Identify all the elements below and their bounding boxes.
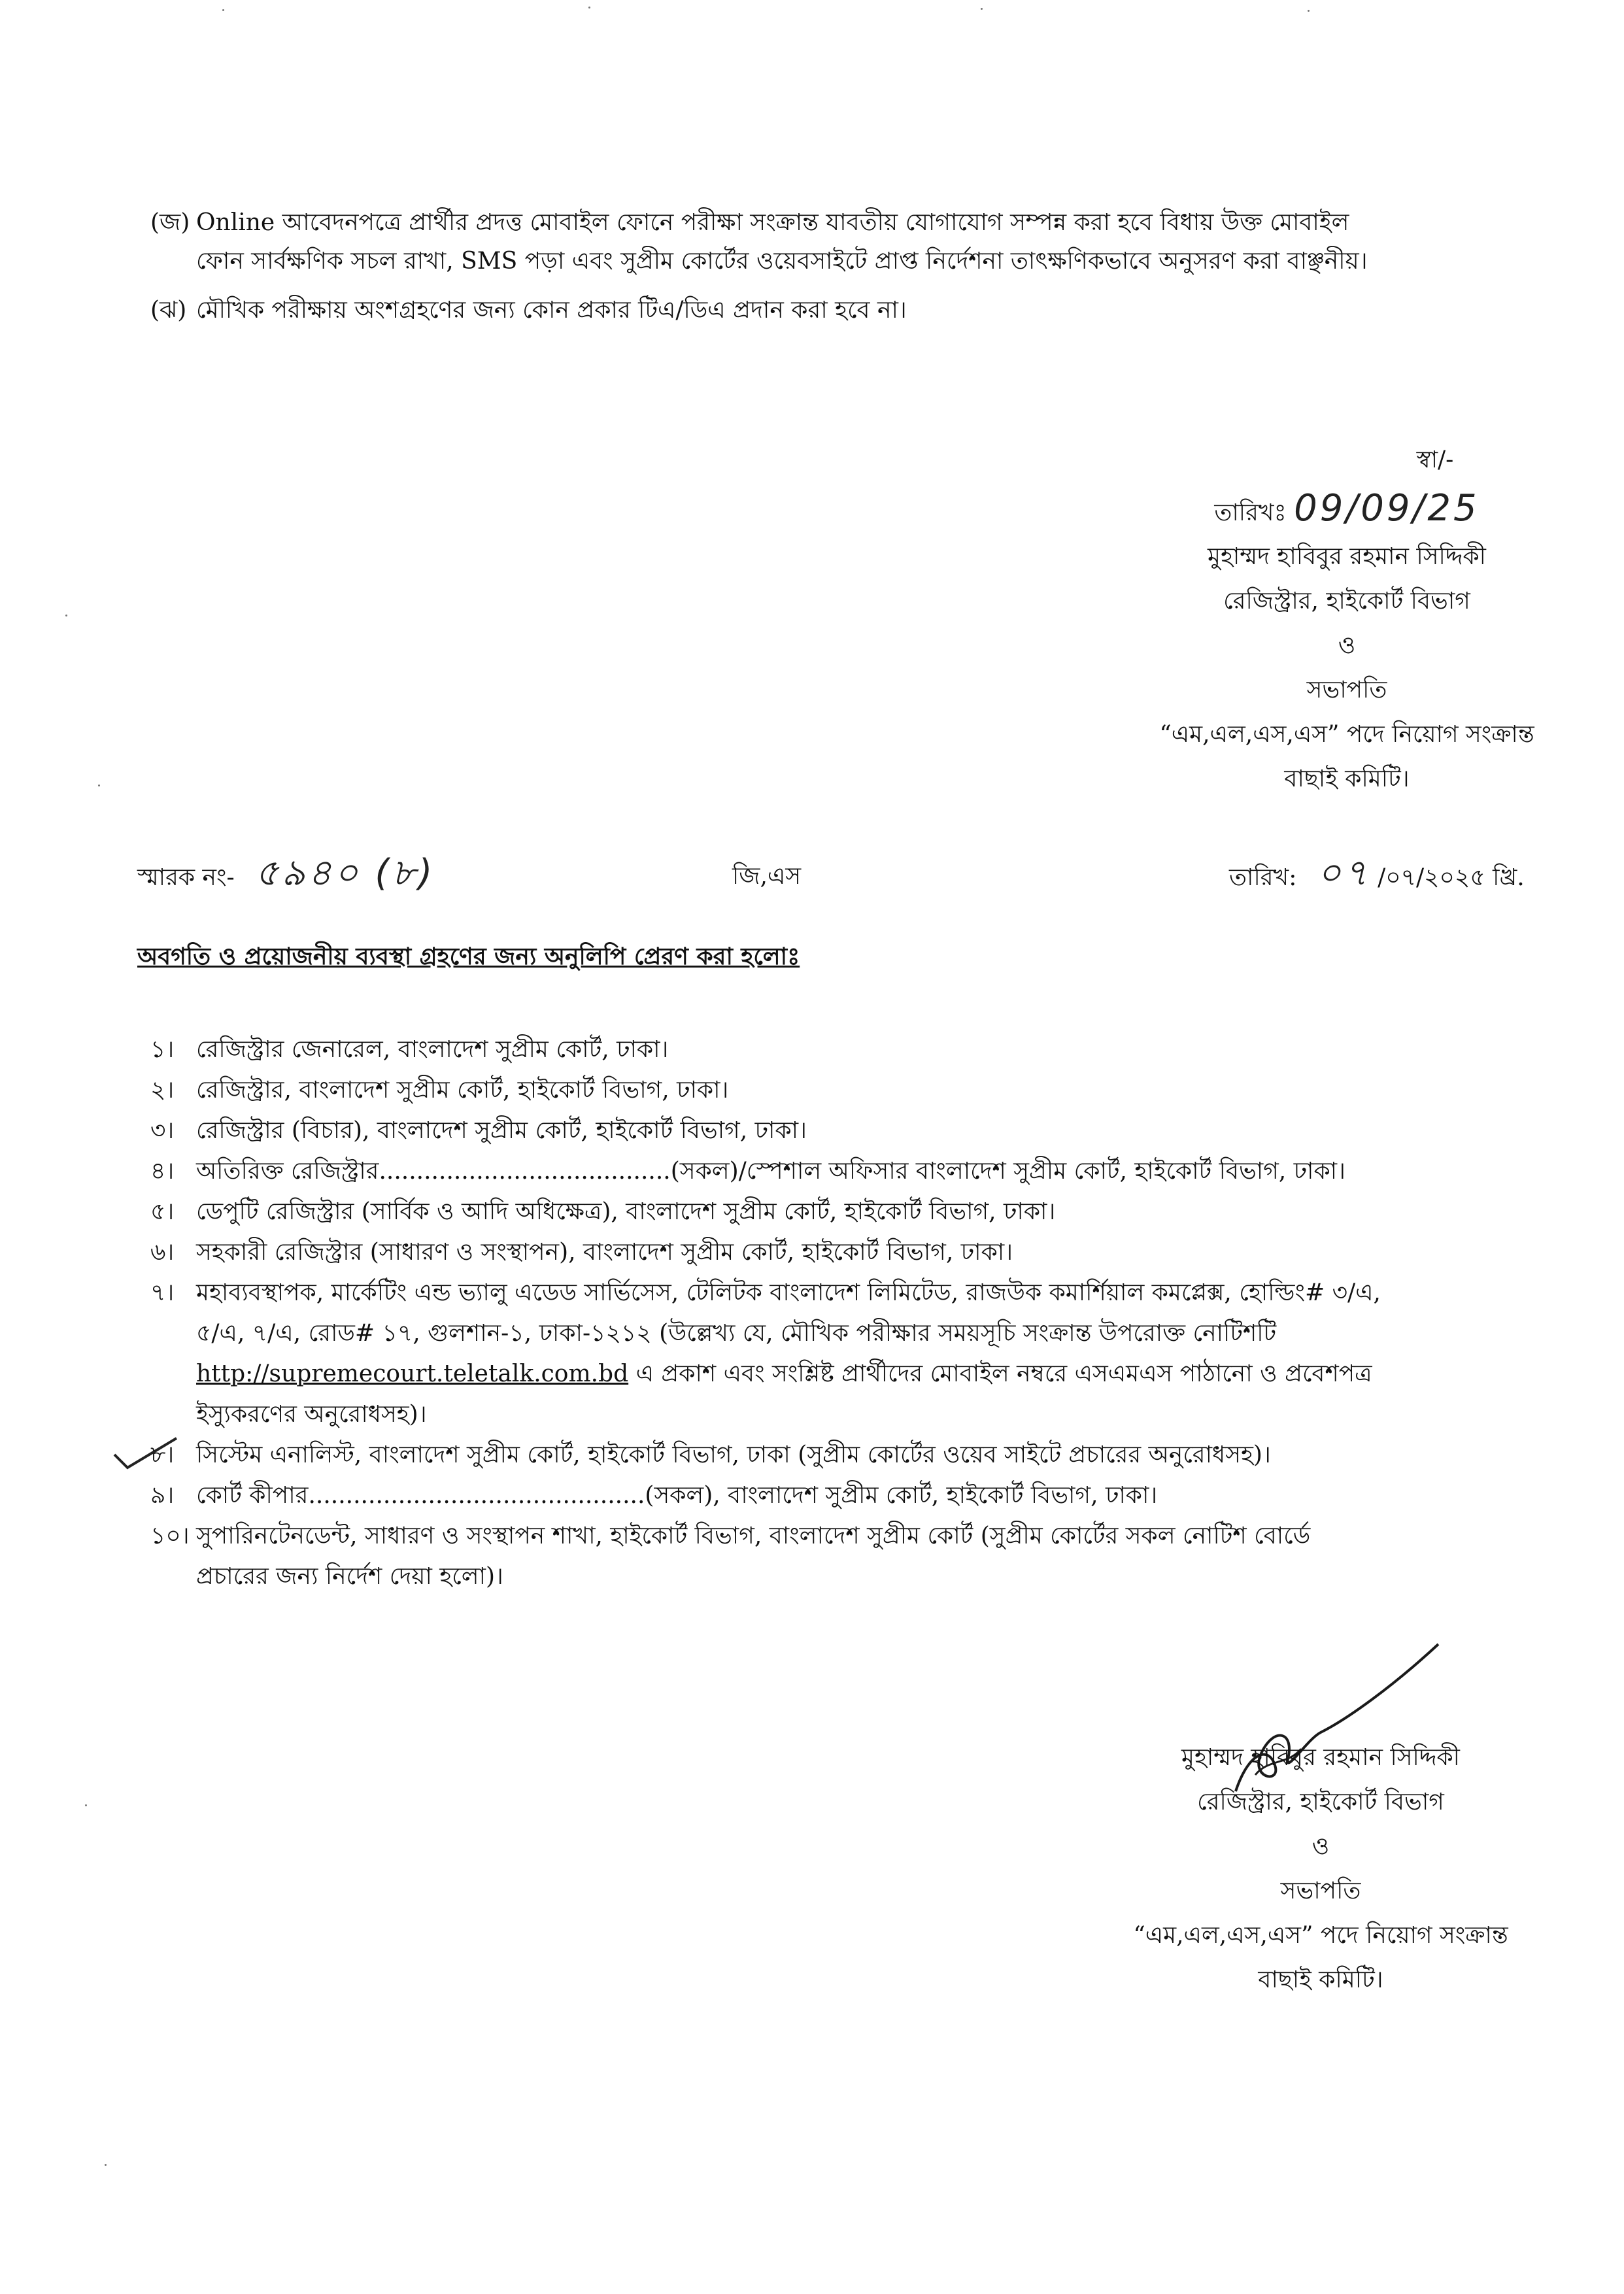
signature-block-1	[1118, 438, 1576, 801]
list-item	[150, 1070, 1589, 1111]
item-number: ১০।	[150, 1523, 190, 1549]
item-line: সুপারিনটেনডেন্ট, সাধারণ ও সংস্থাপন শাখা, হাইকোর্ট বিভাগ, বাংলাদেশ সুপ্রীম কোর্ট (সুপ্রীম কোর্টের সকল নোটিশ বোর্ডে	[196, 1523, 1311, 1549]
item-line: প্রচারের জন্য নির্দেশ দেয়া হলো)।	[196, 1563, 503, 1590]
item-text: ডেপুটি রেজিস্ট্রার (সার্বিক ও আদি অধিক্ষেত্র), বাংলাদেশ সুপ্রীম কোর্ট, হাইকোর্ট বিভাগ, ঢাকা।	[196, 1198, 1056, 1225]
scan-dot	[105, 2164, 107, 2166]
list-item	[150, 1030, 1589, 1070]
committee-line: “এম,এল,এস,এস” পদে নিয়োগ সংক্রান্ত	[1133, 1922, 1508, 1949]
paragraph-jh	[150, 295, 1576, 326]
item-text: কোর্ট কীপার.............................................(সকল), বাংলাদেশ সুপ্রীম কোর্ট, হাইকোর্ট বিভাগ, ঢাকা।	[196, 1482, 1158, 1509]
committee-line: বাছাই কমিটি।	[1258, 1966, 1383, 1993]
signatory-role: সভাপতি	[1280, 1878, 1361, 1904]
scan-dot	[85, 1804, 87, 1806]
committee-line: “এম,এল,এস,এস” পদে নিয়োগ সংক্রান্ত	[1159, 721, 1534, 748]
item-number: ৩।	[150, 1117, 175, 1144]
handwritten-date-day: ০৭	[1317, 852, 1370, 894]
conjunction: ও	[1338, 632, 1356, 659]
item-number: ৫।	[150, 1198, 175, 1225]
paragraph-label: (জ)	[150, 209, 190, 236]
signatory-title: রেজিস্ট্রার, হাইকোর্ট বিভাগ	[1223, 588, 1470, 615]
item-number: ৯।	[150, 1482, 175, 1509]
memo-label: স্মারক নং-	[137, 864, 235, 891]
signature-date	[1118, 482, 1576, 535]
paragraph-j	[150, 208, 1576, 277]
list-item	[150, 1111, 1589, 1151]
item-text: রেজিস্ট্রার, বাংলাদেশ সুপ্রীম কোর্ট, হাইকোর্ট বিভাগ, ঢাকা।	[196, 1077, 729, 1104]
signatory-name: মুহাম্মদ হাবিবুর রহমান সিদ্দিকী	[1208, 543, 1486, 570]
list-item	[150, 1476, 1589, 1516]
handwritten-memo-number: ৫৯৪০ (৮)	[255, 852, 435, 894]
paragraph-line: Online আবেদনপত্রে প্রার্থীর প্রদত্ত মোবাইল ফোনে পরীক্ষা সংক্রান্ত যাবতীয় যোগাযোগ সম্পন্ন করা হবে বিধায় উক্ত মোবাইল	[196, 209, 1349, 236]
paragraph-line: মৌখিক পরীক্ষায় অংশগ্রহণের জন্য কোন প্রকার টিএ/ডিএ প্রদান করা হবে না।	[196, 297, 907, 324]
date-label: তারিখ:	[1229, 864, 1297, 891]
list-item	[150, 1435, 1589, 1476]
list-item	[150, 1516, 1589, 1597]
item-text	[196, 1516, 1589, 1597]
recipient-list	[150, 1030, 1589, 1597]
date-rest: /০৭/২০২৫ খ্রি.	[1378, 864, 1525, 891]
item-number: ১।	[150, 1036, 175, 1063]
distribution-subject: অবগতি ও প্রয়োজনীয় ব্যবস্থা গ্রহণের জন্য অনুলিপি প্রেরণ করা হলোঃ	[137, 943, 800, 970]
item-text	[196, 1273, 1589, 1435]
scan-dot	[1308, 10, 1310, 12]
signatory-name: মুহাম্মদ হাবিবুর রহমান সিদ্দিকী	[1181, 1744, 1460, 1771]
signatory-title: রেজিস্ট্রার, হাইকোর্ট বিভাগ	[1197, 1789, 1444, 1815]
committee-line: বাছাই কমিটি।	[1284, 766, 1410, 792]
item-text: অতিরিক্ত রেজিস্ট্রার.......................................(সকল)/স্পেশাল অফিসার বাংলাদেশ সুপ্রীম কোর্ট, হাইকোর্ট বিভাগ, ঢাকা।	[196, 1158, 1345, 1185]
check-mark-icon	[111, 1435, 183, 1474]
list-item	[150, 1192, 1589, 1232]
item-number: ৪।	[150, 1158, 175, 1185]
item-line-rest: এ প্রকাশ এবং সংশ্লিষ্ট প্রার্থীদের মোবাইল নম্বরে এসএমএস পাঠানো ও প্রবেশপত্র	[628, 1360, 1372, 1387]
scan-dot	[588, 7, 590, 8]
memo-section: জি,এস	[732, 863, 802, 890]
signed-mark: স্বা/-	[1416, 447, 1454, 473]
paragraph-label: (ঝ)	[150, 297, 187, 324]
scan-dot	[98, 784, 100, 786]
conjunction: ও	[1311, 1833, 1330, 1860]
list-item	[150, 1151, 1589, 1192]
item-text: রেজিস্ট্রার জেনারেল, বাংলাদেশ সুপ্রীম কোর্ট, ঢাকা।	[196, 1036, 669, 1063]
date-label: তারিখঃ	[1214, 499, 1287, 526]
scan-dot	[222, 9, 224, 11]
item-line: ৫/এ, ৭/এ, রোড# ১৭, গুলশান-১, ঢাকা-১২১২ (উল্লেখ্য যে, মৌখিক পরীক্ষার সময়সূচি সংক্রান্ত উপরোক্ত নোটিশটি	[196, 1320, 1277, 1347]
item-number: ৭।	[150, 1279, 175, 1306]
memo-date	[1229, 850, 1525, 898]
signature-block-2	[1092, 1736, 1549, 2002]
signatory-role: সভাপতি	[1306, 677, 1387, 703]
item-number: ২।	[150, 1077, 175, 1104]
item-line: ইস্যুকরণের অনুরোধসহ)।	[196, 1401, 427, 1428]
handwritten-date: 09/09/25	[1294, 487, 1480, 530]
list-item	[150, 1232, 1589, 1273]
item-line: মহাব্যবস্থাপক, মার্কেটিং এন্ড ভ্যালু এডেড সার্ভিসেস, টেলিটক বাংলাদেশ লিমিটেড, রাজউক কমার্শিয়াল কমপ্লেক্স, হোল্ডিং# ৩/এ,	[196, 1279, 1381, 1306]
item-number: ৬।	[150, 1239, 175, 1266]
scan-dot	[981, 8, 983, 10]
item-text: রেজিস্ট্রার (বিচার), বাংলাদেশ সুপ্রীম কোর্ট, হাইকোর্ট বিভাগ, ঢাকা।	[196, 1117, 807, 1144]
item-text: সহকারী রেজিস্ট্রার (সাধারণ ও সংস্থাপন), বাংলাদেশ সুপ্রীম কোর্ট, হাইকোর্ট বিভাগ, ঢাকা।	[196, 1239, 1013, 1266]
paragraph-line: ফোন সার্বক্ষণিক সচল রাখা, SMS পড়া এবং সুপ্রীম কোর্টের ওয়েবসাইটে প্রাপ্ত নির্দেশনা তাৎক্ষণিকভাবে অনুসরণ করা বাঞ্ছনীয়।	[196, 247, 1368, 275]
scan-dot	[65, 615, 67, 616]
item-line	[196, 1354, 1589, 1394]
memo-number	[137, 850, 435, 898]
item-number: ৮।	[150, 1442, 175, 1468]
item-text: সিস্টেম এনালিস্ট, বাংলাদেশ সুপ্রীম কোর্ট, হাইকোর্ট বিভাগ, ঢাকা (সুপ্রীম কোর্টের ওয়েব সাইটে প্রচারের অনুরোধসহ)।	[196, 1442, 1271, 1468]
list-item	[150, 1273, 1589, 1435]
website-link[interactable]: http://supremecourt.teletalk.com.bd	[196, 1360, 629, 1387]
